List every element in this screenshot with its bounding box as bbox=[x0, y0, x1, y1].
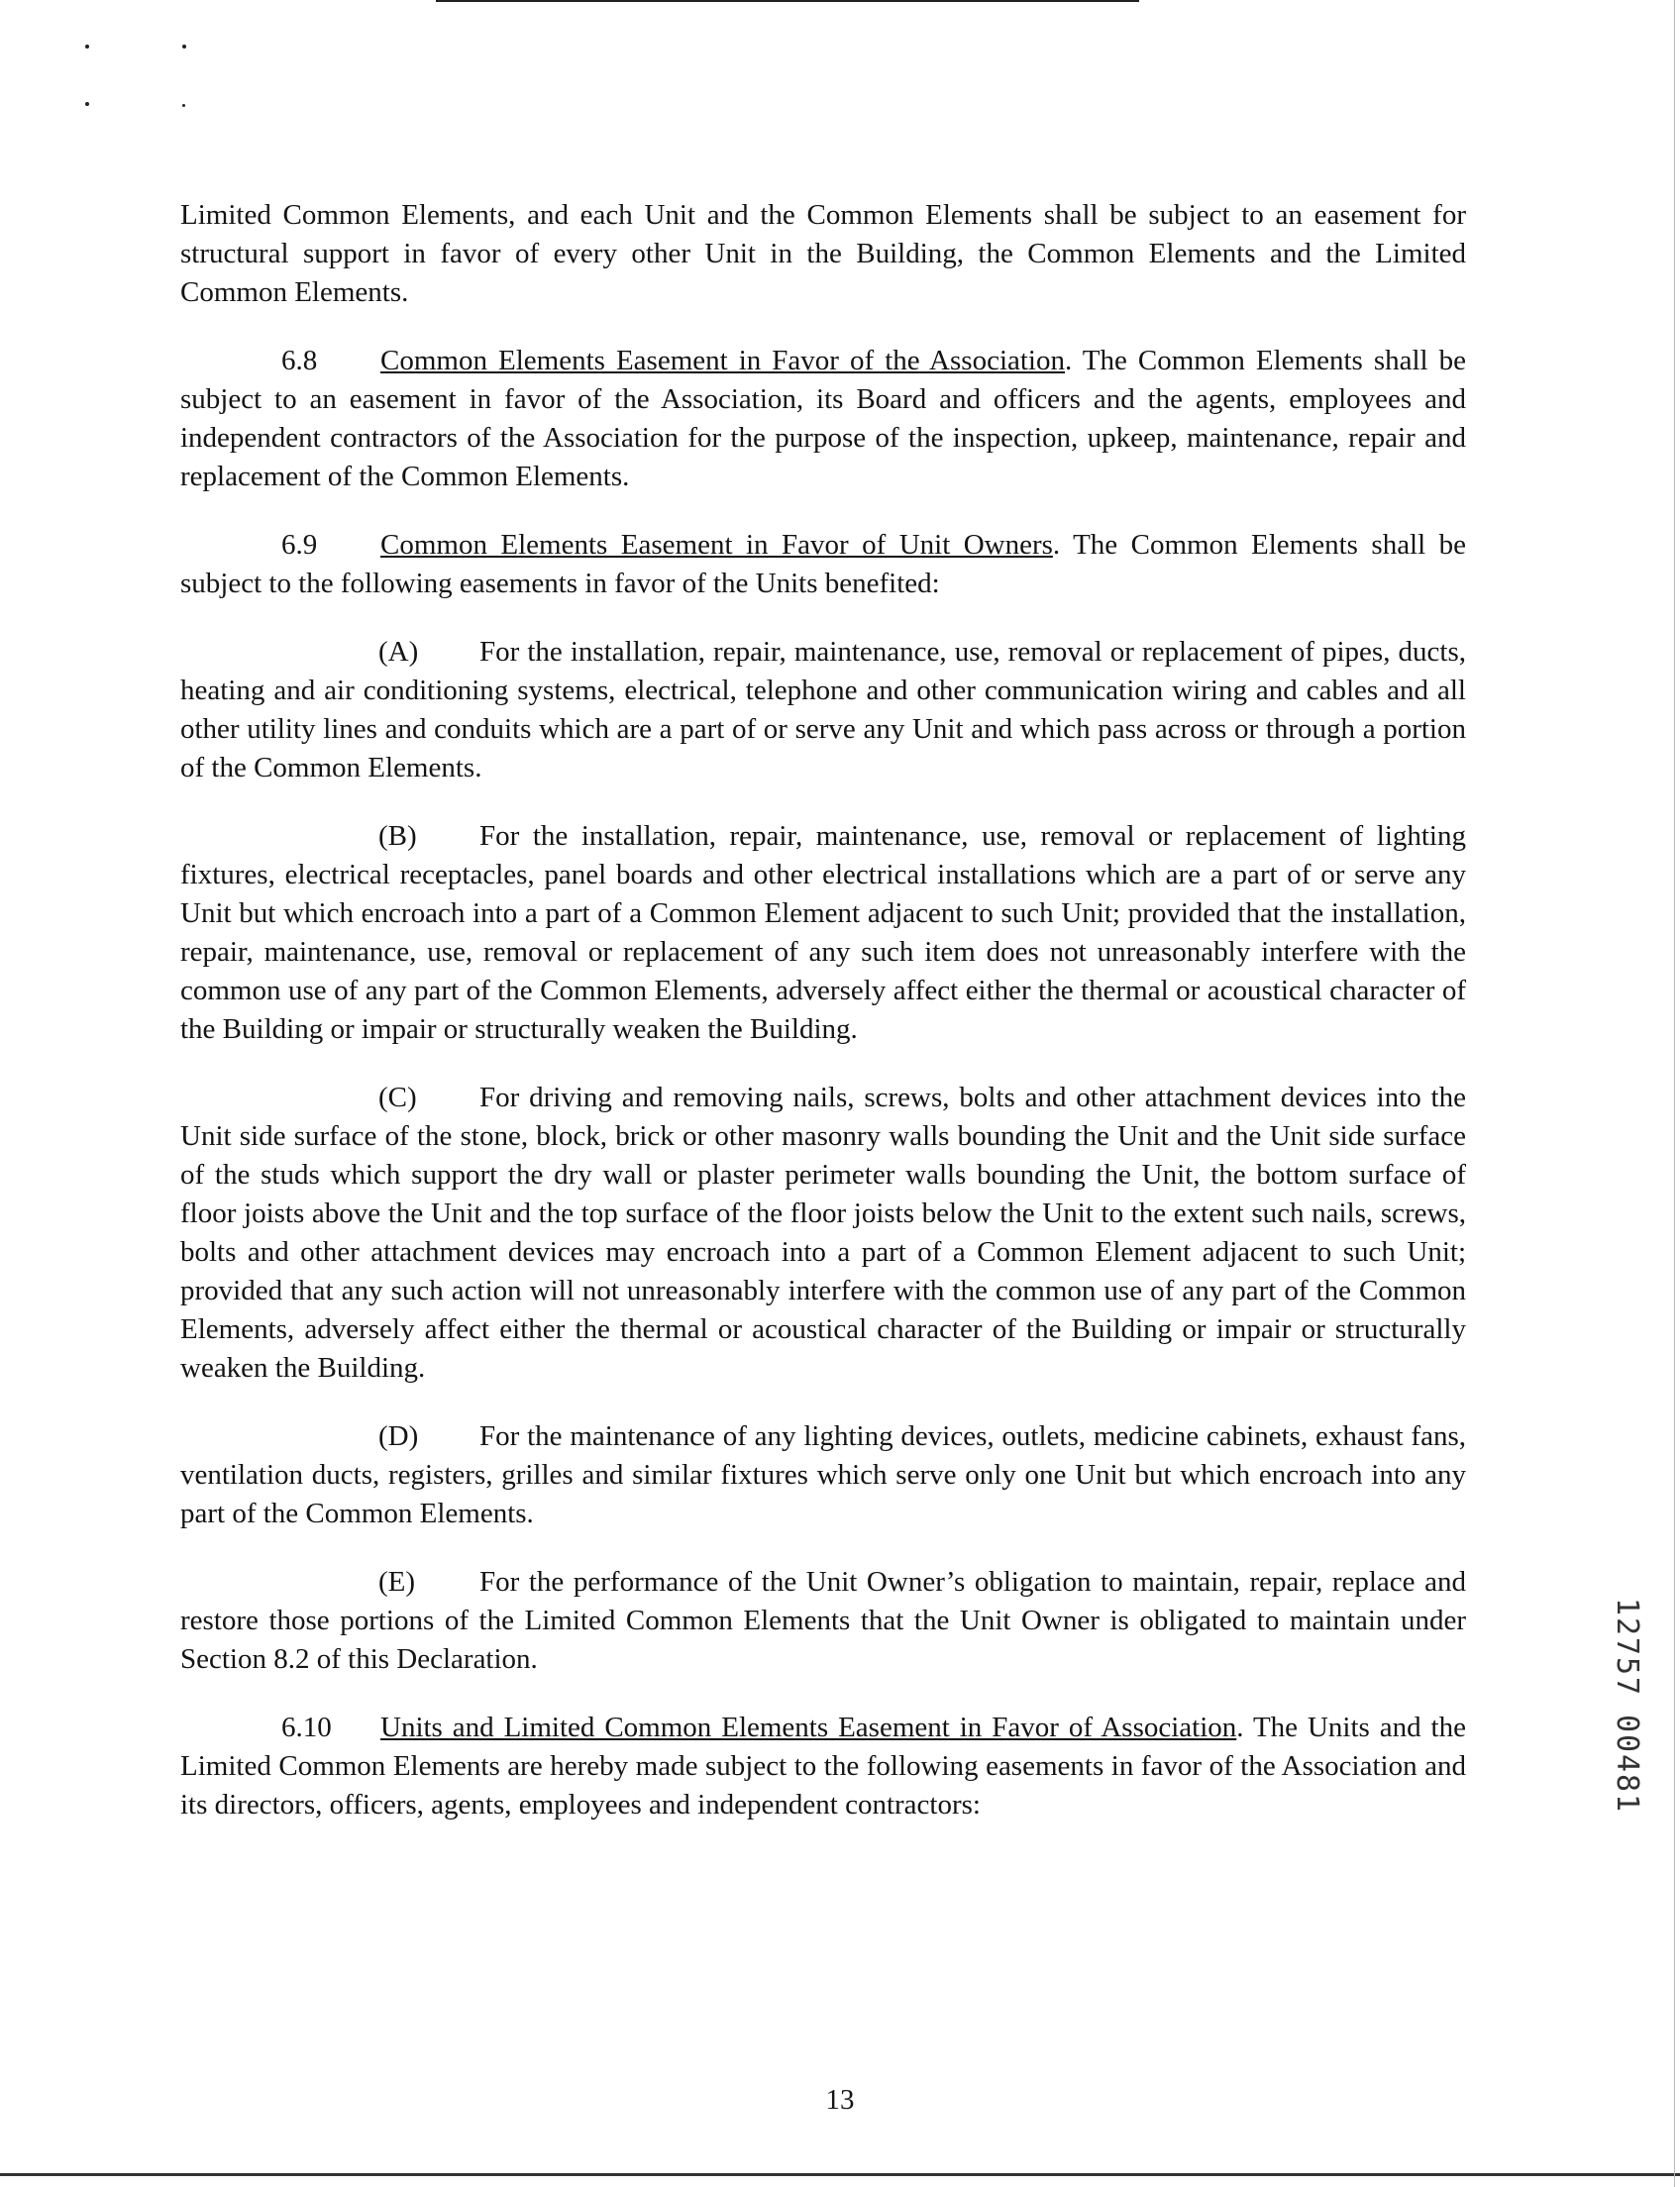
stamp-digit: 2 bbox=[1610, 1616, 1644, 1636]
scan-edge-right bbox=[1674, 0, 1675, 2187]
page-number: 13 bbox=[825, 2084, 855, 2116]
stamp-digit: 1 bbox=[1610, 1597, 1644, 1616]
section-number: 6.10 bbox=[281, 1712, 332, 1743]
subsection-label: (D) bbox=[378, 1420, 419, 1452]
scan-speck bbox=[85, 45, 89, 49]
scan-edge-top bbox=[436, 0, 1139, 2]
side-stamp-number bbox=[1607, 1597, 1646, 1824]
paragraph-continued: Limited Common Elements, and each Unit and the Common Elements shall be subject to an easement for structural support in favor of every other Unit in the Building, the Common Elements and the Limited Common Elements. bbox=[180, 199, 1466, 308]
subsection-b bbox=[180, 817, 1466, 1049]
subsection-label: (A) bbox=[378, 636, 419, 668]
section-heading: Common Elements Easement in Favor of the Association bbox=[380, 345, 1065, 376]
subsection-text: For the performance of the Unit Owner’s obligation to maintain, repair, replace and restore those portions of the Limited Common Elements that the Unit Owner is obligated to maintain under Section 8.2 of this Declaration. bbox=[180, 1566, 1466, 1675]
subsection-label: (C) bbox=[378, 1082, 417, 1113]
subsection-e bbox=[180, 1563, 1466, 1679]
stamp-digit: 7 bbox=[1610, 1676, 1644, 1696]
scan-edge-bottom bbox=[0, 2173, 1680, 2176]
subsection-label: (B) bbox=[378, 820, 417, 852]
stamp-digit: 4 bbox=[1610, 1753, 1644, 1773]
section-text: . The Units and the Limited Common Elements are hereby made subject to the following easements in favor of the Association and its directors, officers, agents, employees and independent contractors: bbox=[180, 1712, 1466, 1821]
section-6-8 bbox=[180, 342, 1466, 496]
stamp-digit: 8 bbox=[1610, 1773, 1644, 1793]
subsection-text: For driving and removing nails, screws, bolts and other attachment devices into the Unit side surface of the stone, block, brick or other masonry walls bounding the Unit and the Unit side surface of the studs which support the dry wall or plaster perimeter walls bounding the Unit, the bottom surface of floor joists above the Unit and the top surface of the floor joists below the Unit to the extent such nails, screws, bolts and other attachment devices may encroach into a part of a Common Element adjacent to such Unit; provided that any such action will not unreasonably interfere with the common use of any part of the Common Elements, adversely affect either the thermal or acoustical character of the Building or impair or structurally weaken the Building. bbox=[180, 1082, 1466, 1384]
scan-speck bbox=[182, 104, 185, 107]
section-number: 6.9 bbox=[281, 529, 318, 561]
document-body bbox=[180, 196, 1466, 1854]
subsection-text: For the installation, repair, maintenance, use, removal or replacement of pipes, ducts, heating and air conditioning systems, electrical, telephone and other communication wiring and cables and all other utility lines and conduits which are a part of or serve any Unit and which pass across or through a portion of the Common Elements. bbox=[180, 636, 1466, 783]
subsection-text: For the installation, repair, maintenance, use, removal or replacement of lighting fixtures, electrical receptacles, panel boards and other electrical installations which are a part of or serve any Unit but which encroach into a part of a Common Element adjacent to such Unit; provided that the installation, repair, maintenance, use, removal or replacement of any such item does not unreasonably interfere with the common use of any part of the Common Elements, adversely affect either the thermal or acoustical character of the Building or impair or structurally weaken the Building. bbox=[180, 820, 1466, 1045]
section-number: 6.8 bbox=[281, 345, 318, 376]
section-6-9 bbox=[180, 526, 1466, 603]
section-text: . The Common Elements shall be subject to an easement in favor of the Association, its Board and officers and the agents, employees and independent contractors of the Association for the purpose of the inspection, upkeep, maintenance, repair and replacement of the Common Elements. bbox=[180, 345, 1467, 492]
section-6-10 bbox=[180, 1709, 1466, 1824]
subsection-c bbox=[180, 1079, 1466, 1388]
stamp-digit: 0 bbox=[1610, 1714, 1644, 1733]
subsection-d bbox=[180, 1417, 1466, 1533]
subsection-a bbox=[180, 633, 1466, 787]
stamp-digit: 5 bbox=[1610, 1656, 1644, 1676]
section-heading: Units and Limited Common Elements Easement in Favor of Association bbox=[380, 1712, 1237, 1743]
stamp-digit: 0 bbox=[1610, 1733, 1644, 1753]
section-heading: Common Elements Easement in Favor of Unit Owners bbox=[380, 529, 1053, 561]
stamp-digit: 1 bbox=[1610, 1793, 1644, 1813]
subsection-label: (E) bbox=[378, 1566, 416, 1598]
stamp-digit: 7 bbox=[1610, 1636, 1644, 1656]
section-text: . The Common Elements shall be subject to the following easements in favor of the Units benefited: bbox=[180, 529, 1466, 599]
scan-speck bbox=[182, 45, 186, 49]
subsection-text: For the maintenance of any lighting devices, outlets, medicine cabinets, exhaust fans, ventilation ducts, registers, grilles and similar fixtures which serve only one Unit but which encroach into any part of the Common Elements. bbox=[180, 1420, 1466, 1529]
scan-speck bbox=[85, 102, 89, 106]
